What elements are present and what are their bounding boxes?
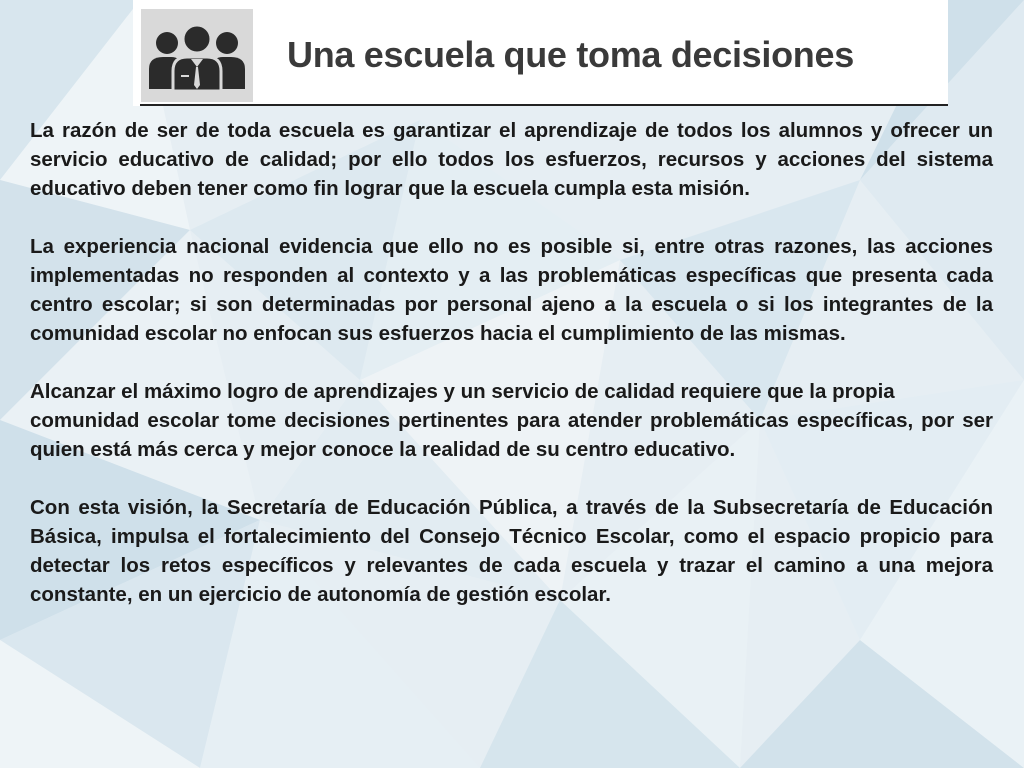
paragraph-3 <box>30 377 993 464</box>
paragraph-1: La razón de ser de toda escuela es garantizar el aprendizaje de todos los alumnos y ofrecer un servicio educativo de calidad; por ello todos los esfuerzos, recursos y acciones del sistema educativo deben tener como fin lograr que la escuela cumpla esta misión. <box>30 119 993 200</box>
people-group-icon <box>141 9 253 102</box>
paragraph-3-line-1: Alcanzar el máximo logro de aprendizajes y un servicio de calidad requiere que la propia <box>30 380 895 403</box>
body-text <box>30 116 993 609</box>
slide-title: Una escuela que toma decisiones <box>287 34 854 75</box>
header-divider <box>140 104 948 106</box>
paragraph-3-line-2: comunidad escolar tome decisiones pertinentes para atender problemáticas específicas, por ser quien está más cerca y mejor conoce la realidad de su centro educativo. <box>30 409 993 461</box>
paragraph-4: Con esta visión, la Secretaría de Educación Pública, a través de la Subsecretaría de Educación Básica, impulsa el fortalecimiento del Consejo Técnico Escolar, como el espacio propicio para detectar los retos específicos y relevantes de cada escuela y trazar el camino a una mejora constante, en un ejercicio de autonomía de gestión escolar. <box>30 496 993 606</box>
paragraph-2: La experiencia nacional evidencia que ello no es posible si, entre otras razones, las acciones implementadas no responden al contexto y a las problemáticas específicas que presenta cada centro escolar; si son determinadas por personal ajeno a la escuela o si los integrantes de la comunidad escolar no enfocan sus esfuerzos hacia el cumplimiento de las mismas. <box>30 235 993 345</box>
